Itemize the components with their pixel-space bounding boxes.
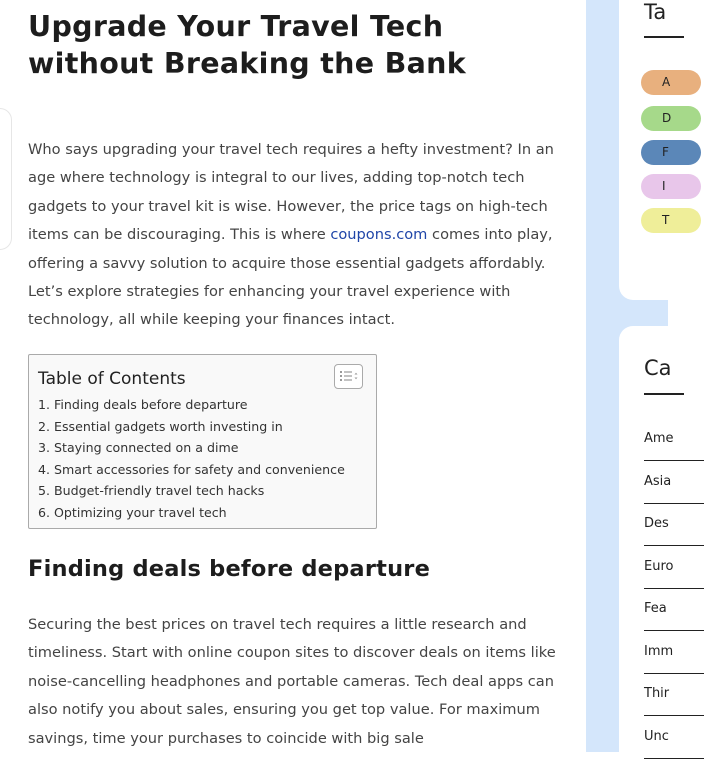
sidebar [586, 0, 674, 752]
category-link[interactable]: Des [644, 503, 704, 546]
category-link[interactable]: Thir [644, 673, 704, 716]
category-link[interactable]: Unc [644, 716, 704, 759]
toc-item[interactable]: 4. Smart accessories for safety and convenience [38, 461, 345, 477]
categories-widget [619, 326, 679, 766]
coupons-link[interactable]: coupons.com [330, 226, 428, 244]
article-title: Upgrade Your Travel Tech without Breaking the Bank [28, 10, 466, 80]
toc-item[interactable]: 2. Essential gadgets worth investing in [38, 418, 283, 434]
toc-toggle-button[interactable] [334, 364, 363, 389]
toc-title: Table of Contents [38, 369, 186, 389]
toc-item[interactable]: 1. Finding deals before departure [38, 397, 248, 412]
tags-heading-underline [644, 36, 684, 38]
tag-pill[interactable]: D [641, 106, 701, 131]
floating-share-bar [0, 108, 12, 250]
toc-item[interactable]: 6. Optimizing your travel tech [38, 504, 227, 520]
intro-paragraph [28, 136, 558, 335]
category-link[interactable]: Fea [644, 588, 704, 631]
tag-pill[interactable]: A [641, 70, 701, 95]
section-heading: Finding deals before departure [28, 556, 431, 582]
tag-pill[interactable]: T [641, 208, 701, 233]
intro-text-before: Who says upgrading your travel tech requires a hefty investment? In an age where technology is integral to our lives, adding top-notch tech gadgets to your travel kit is wise. However, the price tags on high-tech items can be discouraging. This is where [28, 141, 554, 244]
category-link[interactable]: Asia [644, 461, 704, 504]
toc-item[interactable]: 5. Budget-friendly travel tech hacks [38, 483, 265, 498]
table-of-contents [28, 354, 377, 529]
toc-list [38, 394, 345, 523]
section-paragraph: Securing the best prices on travel tech requires a little research and timeliness. Start with online coupon sites to discover deals on items like noise-cancelling headphones and portable cameras. Tech deal apps can also notify you about sales, ensuring you get top value. For maximum savings, time your purchases to coincide with big sale [28, 616, 556, 747]
toc-item[interactable]: 3. Staying connected on a dime [38, 440, 239, 455]
tag-pill[interactable]: F [641, 140, 701, 165]
tag-pill[interactable]: I [641, 174, 701, 199]
intro-text-after: comes into play, offering a savvy solution to acquire those essential gadgets affordably. Let’s explore strategies for enhancing your travel experience with technology, all while keeping your finances intact. [28, 226, 553, 329]
tags-heading: Ta [644, 0, 667, 24]
list-toggle-icon [339, 367, 359, 386]
tags-widget [619, 0, 679, 300]
category-link[interactable]: Ame [644, 418, 704, 461]
category-link[interactable]: Euro [644, 546, 704, 589]
categories-heading-underline [644, 393, 684, 395]
category-link[interactable]: Imm [644, 631, 704, 674]
categories-heading: Ca [644, 356, 672, 380]
